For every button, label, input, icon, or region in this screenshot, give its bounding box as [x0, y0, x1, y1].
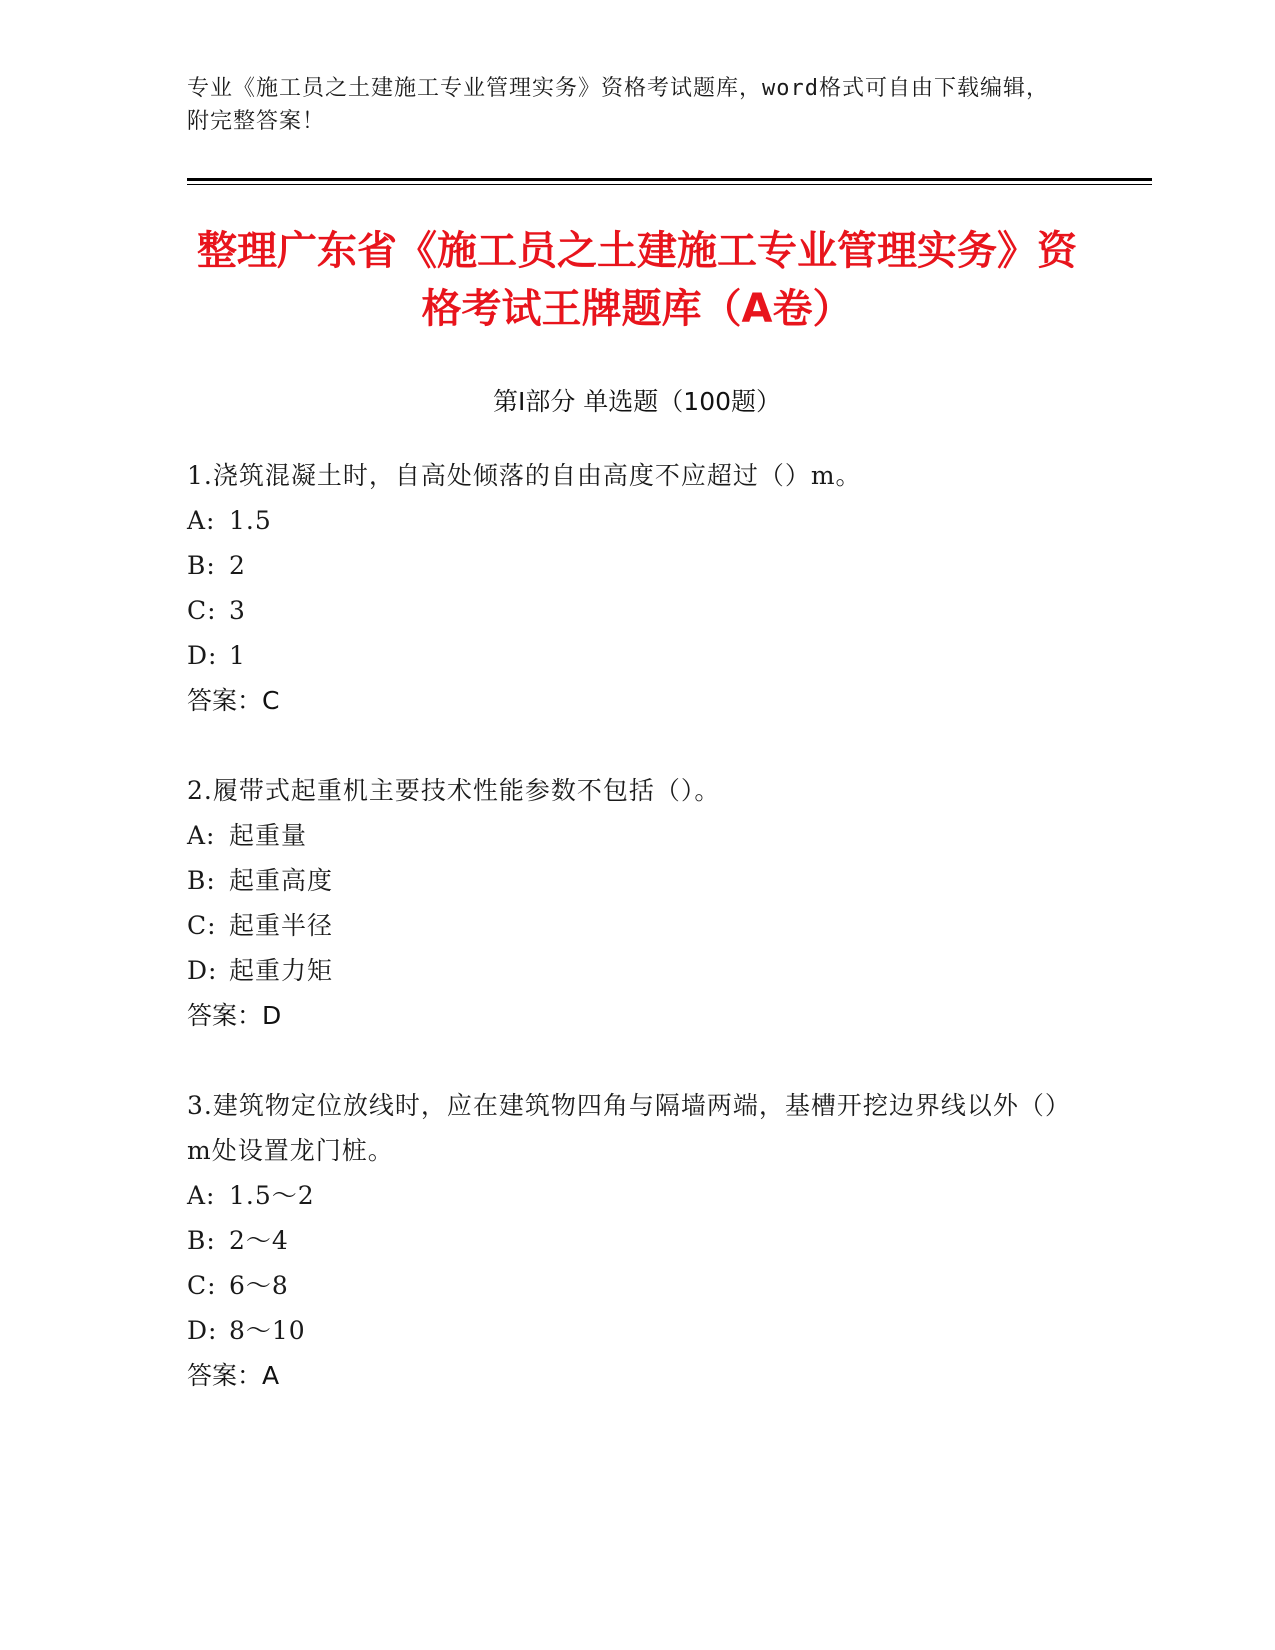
header-note: 专业《施工员之土建施工专业管理实务》资格考试题库，word格式可自由下载编辑，附完整答案！ [187, 76, 1049, 134]
option-key: A: [187, 821, 216, 850]
document-title: 整理广东省《施工员之土建施工专业管理实务》资格考试王牌题库（A卷） [197, 228, 1077, 332]
option-b [187, 543, 1067, 588]
option-text: 起重量 [229, 821, 308, 850]
option-key: C: [187, 1271, 217, 1300]
option-key: D: [187, 956, 218, 985]
option-d [187, 1308, 1067, 1353]
header-rule-thick [187, 178, 1152, 181]
answer-line: 答案：C [187, 686, 280, 715]
option-text: 6～8 [229, 1271, 289, 1300]
option-b [187, 1218, 1067, 1263]
option-text: 8～10 [229, 1316, 306, 1345]
header-rule-thin [187, 184, 1152, 185]
option-d [187, 633, 1067, 678]
question-3 [187, 1083, 1067, 1398]
question-2 [187, 768, 1067, 1038]
option-text: 3 [229, 596, 246, 625]
option-key: D: [187, 1316, 218, 1345]
option-text: 1.5 [229, 506, 272, 535]
option-key: C: [187, 596, 217, 625]
option-a [187, 498, 1067, 543]
question-stem: 3.建筑物定位放线时，应在建筑物四角与隔墙两端，基槽开挖边界线以外（）m处设置龙门桩。 [187, 1091, 1059, 1165]
option-text: 起重高度 [229, 866, 334, 895]
option-c [187, 588, 1067, 633]
answer-line: 答案：D [187, 1001, 282, 1030]
option-text: 起重半径 [229, 911, 334, 940]
question-1 [187, 453, 1067, 723]
option-text: 2 [229, 551, 246, 580]
option-text: 起重力矩 [229, 956, 334, 985]
question-stem: 2.履带式起重机主要技术性能参数不包括（）。 [187, 776, 721, 805]
option-c [187, 903, 1067, 948]
option-a [187, 813, 1067, 858]
option-key: A: [187, 506, 216, 535]
option-key: D: [187, 641, 218, 670]
option-key: A: [187, 1181, 216, 1210]
answer-line: 答案：A [187, 1361, 280, 1390]
option-key: B: [187, 1226, 216, 1255]
question-stem: 1.浇筑混凝土时，自高处倾落的自由高度不应超过（）m。 [187, 461, 862, 490]
option-text: 2～4 [229, 1226, 289, 1255]
option-text: 1 [229, 641, 246, 670]
section-heading: 第Ⅰ部分 单选题（100题） [492, 387, 782, 416]
option-key: B: [187, 551, 216, 580]
option-key: B: [187, 866, 216, 895]
option-b [187, 858, 1067, 903]
option-c [187, 1263, 1067, 1308]
option-text: 1.5～2 [229, 1181, 315, 1210]
option-a [187, 1173, 1067, 1218]
option-d [187, 948, 1067, 993]
option-key: C: [187, 911, 217, 940]
